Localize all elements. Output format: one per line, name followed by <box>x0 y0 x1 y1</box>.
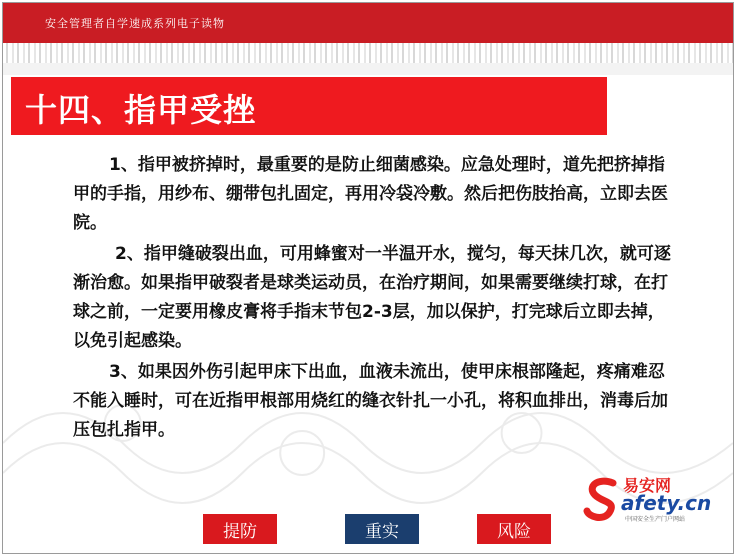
paragraph-2: 2、指甲缝破裂出血，可用蜂蜜对一半温开水，搅匀，每天抹几次，就可逐渐治愈。如果指甲破裂者是球类运动员，在治疗期间，如果需要继续打球，在打球之前，一定要用橡皮膏将手指末节包2-3层，加以保护，打完球后立即去掉，以免引起感染。 <box>73 244 671 351</box>
paragraph-1: 1、指甲被挤掉时，最重要的是防止细菌感染。应急处理时，道先把挤掉指甲的手指，用纱布、绷带包扎固定，再用冷袋冷敷。然后把伤肢抬高，立即去医院。 <box>73 155 668 233</box>
decorative-pattern <box>3 43 733 63</box>
logo-s-icon <box>583 477 621 521</box>
logo-text-en: afety.cn <box>621 491 712 515</box>
decorative-strip <box>3 63 733 75</box>
nav-button-zhongshi[interactable]: 重实 <box>345 514 419 544</box>
slide-frame <box>2 2 734 554</box>
logo-text-cn: 易安网 <box>623 476 672 495</box>
nav-button-fengxian[interactable]: 风险 <box>477 514 551 544</box>
logo-subtitle: 中国安全生产门户网站 <box>625 516 686 523</box>
page-title: 十四、指甲受挫 <box>25 91 257 129</box>
paragraph-3: 3、如果因外伤引起甲床下出血，血液未流出，使甲床根部隆起，疼痛难忍不能入睡时，可在近指甲根部用烧红的缝衣针扎一小孔，将积血排出，消毒后加压包扎指甲。 <box>73 362 668 440</box>
nav-button-tifang[interactable]: 提防 <box>203 514 277 544</box>
top-banner <box>3 3 733 43</box>
title-band <box>11 77 607 135</box>
content-body <box>73 151 673 447</box>
site-logo <box>583 473 713 525</box>
series-title: 安全管理者自学速成系列电子读物 <box>45 17 225 30</box>
